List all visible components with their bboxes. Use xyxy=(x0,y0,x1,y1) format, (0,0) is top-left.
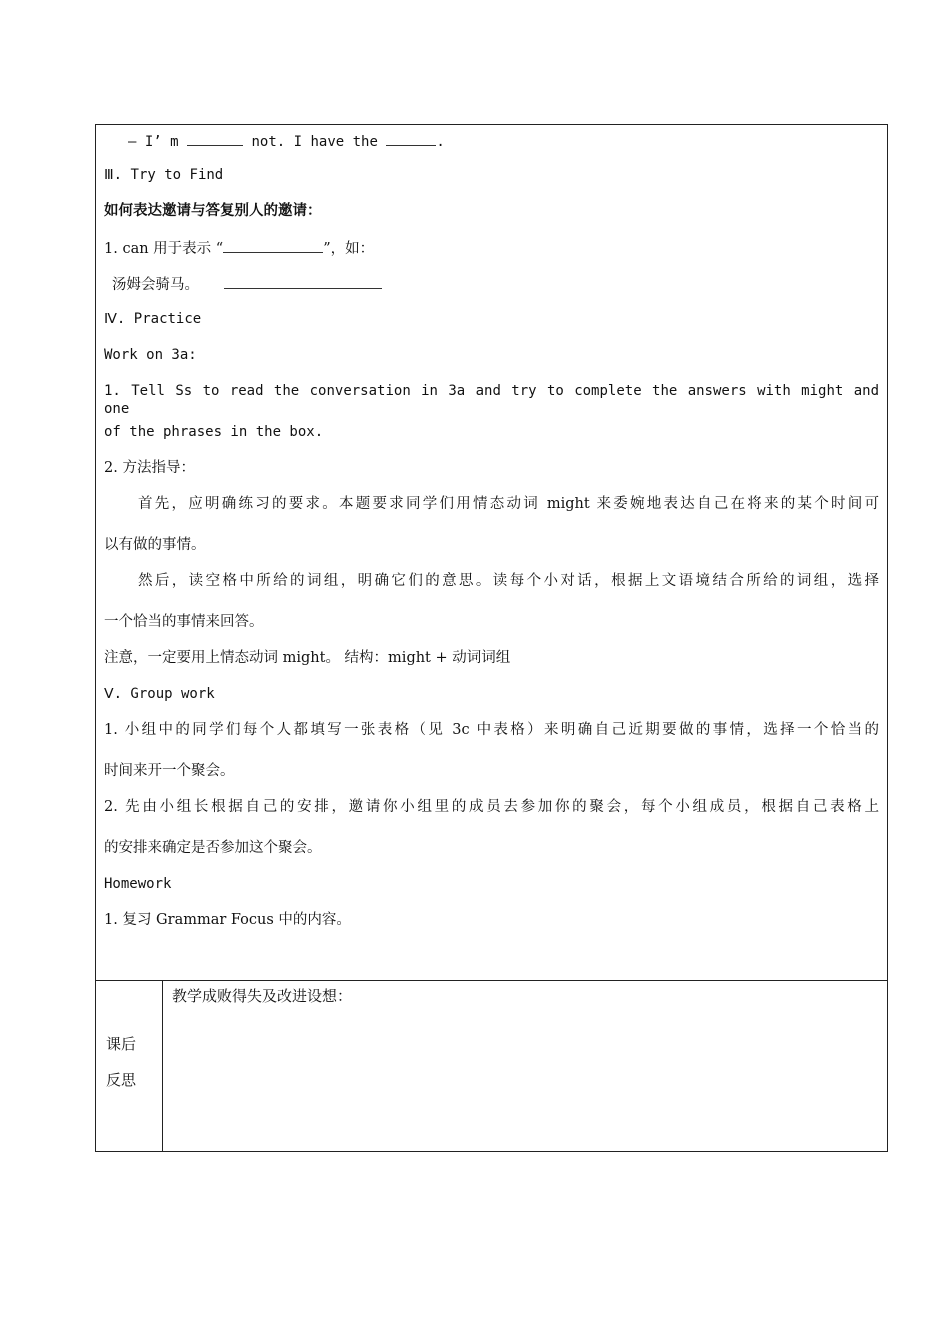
dialog-line xyxy=(128,131,445,151)
tell-line-1: 1. Tell Ss to read the conversation in 3a and try to complete the answers with might and one xyxy=(104,383,879,417)
answer-blank xyxy=(386,131,436,146)
group-item-2-line-1: 2. 先由小组长根据自己的安排，邀请你小组里的成员去参加你的聚会，每个小组成员，根据自己表格上 xyxy=(104,799,879,815)
answer-blank xyxy=(187,131,243,146)
can-usage-text: 1. can 用于表示 “ xyxy=(104,241,224,257)
method-heading: 2. 方法指导： xyxy=(104,460,195,476)
row-divider xyxy=(96,980,887,981)
can-usage-line xyxy=(104,238,374,258)
tom-sentence: 汤姆会骑马。 xyxy=(112,277,199,293)
reflection-prompt: 教学成败得失及改进设想： xyxy=(172,987,353,1005)
homework-item-1: 1. 复习 Grammar Focus 中的内容。 xyxy=(104,912,351,928)
tell-line-2: of the phrases in the box. xyxy=(104,424,324,440)
can-usage-tail: ”，如： xyxy=(323,241,375,257)
dialog-part-2: not. I have the xyxy=(251,134,378,150)
homework-title: Homework xyxy=(104,876,172,892)
reflection-label-2: 反思 xyxy=(106,1071,137,1089)
column-divider xyxy=(162,980,163,1151)
work-on-3a: Work on 3a: xyxy=(104,347,197,363)
group-item-2-line-2: 的安排来确定是否参加这个聚会。 xyxy=(104,840,322,856)
translation-blank xyxy=(224,274,382,289)
first-paragraph-line-1: 首先，应明确练习的要求。本题要求同学们用情态动词 might 来委婉地表达自己在将来的某个时间可 xyxy=(138,496,879,512)
dialog-part-1: I’ m xyxy=(144,134,179,150)
then-paragraph-line-1: 然后，读空格中所给的词组，明确它们的意思。读每个小对话，根据上文语境结合所给的词组，选择 xyxy=(138,573,879,589)
lesson-table xyxy=(95,124,888,1152)
notice-line: 注意，一定要用上情态动词 might。 结构：might + 动词词组 xyxy=(104,650,511,666)
section-3-title: Ⅲ. Try to Find xyxy=(104,167,224,183)
group-item-1-line-2: 时间来开一个聚会。 xyxy=(104,763,235,779)
section-3-subtitle: 如何表达邀请与答复别人的邀请： xyxy=(104,202,322,219)
section-5-title: Ⅴ. Group work xyxy=(104,686,215,702)
then-paragraph-line-2: 一个恰当的事情来回答。 xyxy=(104,614,264,630)
group-item-1-line-1: 1. 小组中的同学们每个人都填写一张表格（见 3c 中表格）来明确自己近期要做的事情，选择一个恰当的 xyxy=(104,722,879,738)
tom-line xyxy=(112,274,382,294)
reflection-label-1: 课后 xyxy=(106,1035,137,1053)
dash: — xyxy=(128,134,137,150)
first-paragraph-line-2: 以有做的事情。 xyxy=(104,537,206,553)
section-4-title: Ⅳ. Practice xyxy=(104,311,202,327)
dialog-part-3: . xyxy=(436,134,445,150)
answer-blank xyxy=(223,238,323,253)
